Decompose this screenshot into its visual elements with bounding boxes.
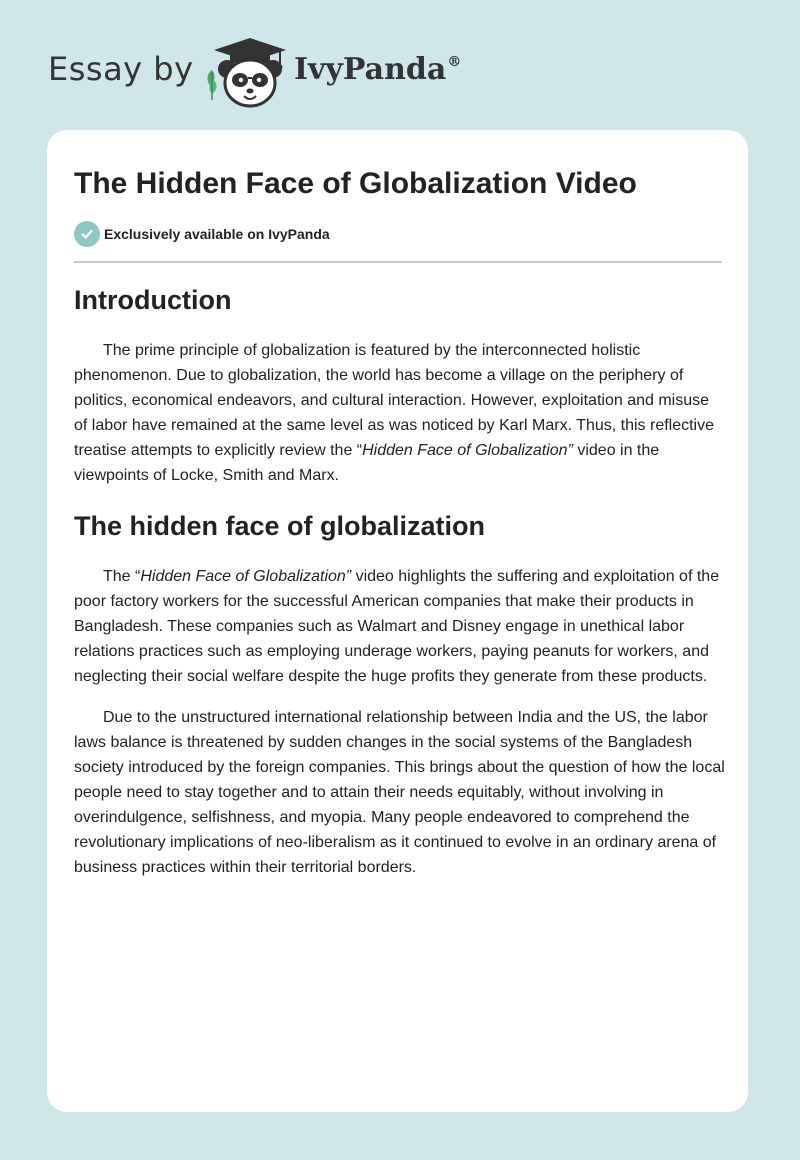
paragraph-text: The prime principle of globalization is featured by the interconnected holistic phenomenon. Due to globalization, the world has become a village on the periphery of politics, economical endeavors, and cultural interaction. However, exploitation and misuse of labor have remained at the same level as was noticed by Karl Marx. Thus, this reflective treatise attempts to explicitly review the “ xyxy=(74,342,715,459)
registered-mark: ® xyxy=(447,54,462,70)
paragraph-text: The “ xyxy=(103,568,141,585)
brand-label: IvyPanda xyxy=(294,52,447,87)
exclusive-badge xyxy=(74,221,330,247)
paragraph-text: video in the viewpoints of Locke, Smith and Marx. xyxy=(74,442,660,484)
essay-by-label: Essay by xyxy=(48,50,194,88)
title-divider xyxy=(74,261,722,263)
section-heading-introduction: Introduction xyxy=(74,285,232,315)
video-title-italic: Hidden Face of Globalization” xyxy=(362,442,573,459)
exclusive-label: Exclusively available on IvyPanda xyxy=(104,226,330,242)
paragraph-hidden-face-1 xyxy=(74,564,726,689)
video-title-italic: Hidden Face of Globalization” xyxy=(140,568,352,585)
check-icon xyxy=(74,221,100,247)
article-body xyxy=(74,280,726,896)
article-title: The Hidden Face of Globalization Video xyxy=(74,167,637,200)
brand-name[interactable] xyxy=(294,52,461,87)
site-header xyxy=(0,0,800,130)
paragraph-hidden-face-2: Due to the unstructured international relationship between India and the US, the labor laws balance is threatened by sudden changes in the social systems of the Bangladesh society introduced by the foreign companies. This brings about the question of how the local people need to stay together and to attain their needs equitably, without involving in overindulgence, selfishness, and myopia. Many people endeavored to comprehend the revolutionary implications of neo-liberalism as it continued to evolve in an ordinary arena of business practices within their territorial borders. xyxy=(74,709,725,876)
panda-graduate-icon[interactable] xyxy=(200,36,292,110)
paragraph-intro xyxy=(74,338,726,488)
section-heading-hidden-face: The hidden face of globalization xyxy=(74,511,486,541)
article-card xyxy=(47,130,748,1112)
paragraph-text: video highlights the suffering and exploitation of the poor factory workers for the successful American companies that make their products in Bangladesh. These companies such as Walmart and Disney engage in unethical labor relations practices such as employing underage workers, paying peanuts for workers, and neglecting their social welfare despite the huge profits they generate from these products. xyxy=(74,568,720,685)
